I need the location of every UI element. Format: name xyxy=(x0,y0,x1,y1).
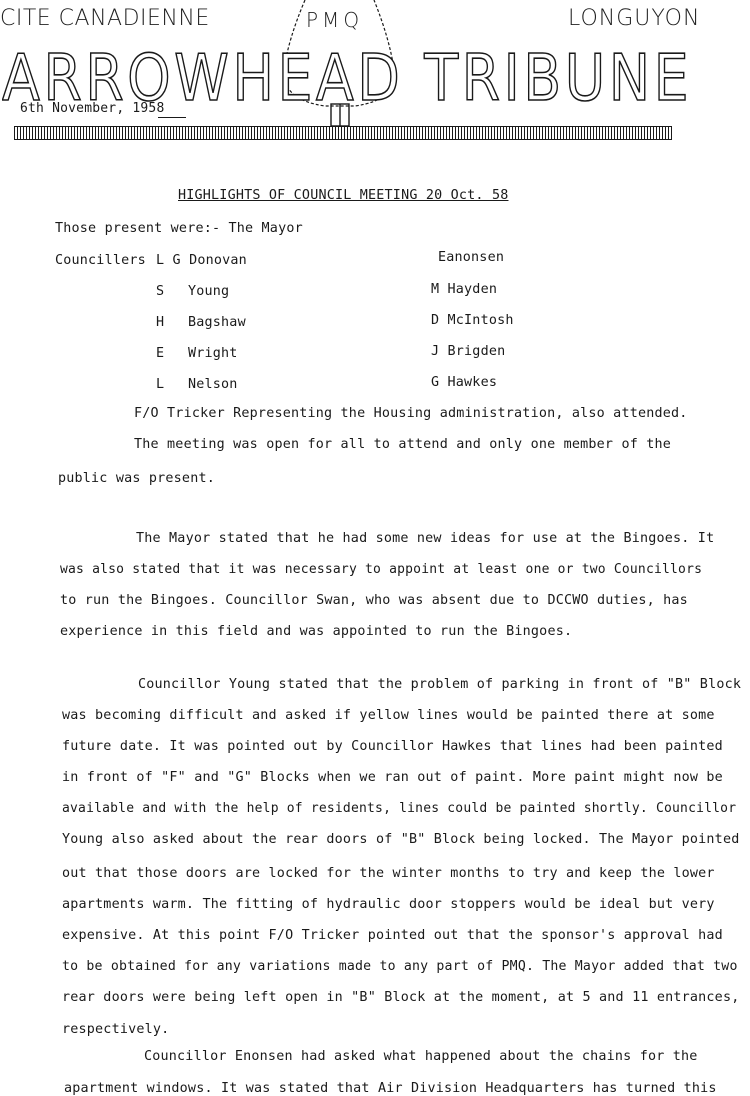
para3-line: to be obtained for any variations made to any part of PMQ. The Mayor added that two xyxy=(62,959,738,974)
list-item: Bagshaw xyxy=(188,315,246,330)
list-item: Nelson xyxy=(188,377,238,392)
para3-line: available and with the help of residents, lines could be painted shortly. Councillor xyxy=(62,801,737,816)
para3-line: rear doors were being left open in "B" Block at the moment, at 5 and 11 entrances, xyxy=(62,990,740,1005)
list-item: G Hawkes xyxy=(431,375,498,390)
para3-line: in front of "F" and "G" Blocks when we ran out of paint. More paint might now be xyxy=(62,770,723,785)
issue-date: 6th November, 1958 xyxy=(20,101,165,116)
para2-line: experience in this field and was appointed to run the Bingoes. xyxy=(60,624,573,639)
para3-line: respectively. xyxy=(62,1022,170,1037)
list-item: J Brigden xyxy=(431,344,506,359)
masthead-title xyxy=(2,40,702,110)
svg-text:ARROWHEAD TRIBUNE: ARROWHEAD TRIBUNE xyxy=(2,42,692,110)
list-item: Young xyxy=(188,284,230,299)
masthead-left-corner: CITE CANADIENNE xyxy=(0,6,210,31)
para3-line: Councillor Young stated that the problem of parking in front of "B" Block xyxy=(138,677,742,692)
list-item: Eanonsen xyxy=(438,250,505,265)
para3-line: was becoming difficult and asked if yellow lines would be painted there at some xyxy=(62,708,715,723)
masthead-center-tag: PMQ xyxy=(306,8,364,32)
list-item: M Hayden xyxy=(431,282,498,297)
list-item: D McIntosh xyxy=(431,313,514,328)
list-item: E xyxy=(156,346,165,361)
present-line: Those present were:- The Mayor xyxy=(55,221,303,236)
para3-line: Young also asked about the rear doors of "B" Block being locked. The Mayor pointed xyxy=(62,832,740,847)
list-item: Wright xyxy=(188,346,238,361)
para3-line: future date. It was pointed out by Councillor Hawkes that lines had been painted xyxy=(62,739,723,754)
article-heading: HIGHLIGHTS OF COUNCIL MEETING 20 Oct. 58 xyxy=(178,188,509,203)
para1-line: public was present. xyxy=(58,471,215,486)
para1-line: The meeting was open for all to attend and only one member of the xyxy=(134,437,672,452)
masthead-rule xyxy=(14,126,672,140)
list-item: S xyxy=(156,284,165,299)
para3-line: expensive. At this point F/O Tricker pointed out that the sponsor's approval had xyxy=(62,928,723,943)
masthead-right-corner: LONGUYON xyxy=(568,6,701,31)
para1-line: F/O Tricker Representing the Housing administration, also attended. xyxy=(134,406,688,421)
para3-line: out that those doors are locked for the winter months to try and keep the lower xyxy=(62,866,715,881)
date-underline xyxy=(158,117,186,118)
para2-line: to run the Bingoes. Councillor Swan, who was absent due to DCCWO duties, has xyxy=(60,593,688,608)
para2-line: was also stated that it was necessary to appoint at least one or two Councillors xyxy=(60,562,703,577)
para4-line: apartment windows. It was stated that Air Division Headquarters has turned this xyxy=(64,1081,717,1096)
list-item: L xyxy=(156,377,165,392)
para3-line: apartments warm. The fitting of hydraulic door stoppers would be ideal but very xyxy=(62,897,715,912)
list-item: L G Donovan xyxy=(156,253,247,268)
para4-line: Councillor Enonsen had asked what happened about the chains for the xyxy=(144,1049,698,1064)
list-item: H xyxy=(156,315,165,330)
para2-line: The Mayor stated that he had some new ideas for use at the Bingoes. It xyxy=(136,531,715,546)
councillors-label: Councillers xyxy=(55,253,146,268)
